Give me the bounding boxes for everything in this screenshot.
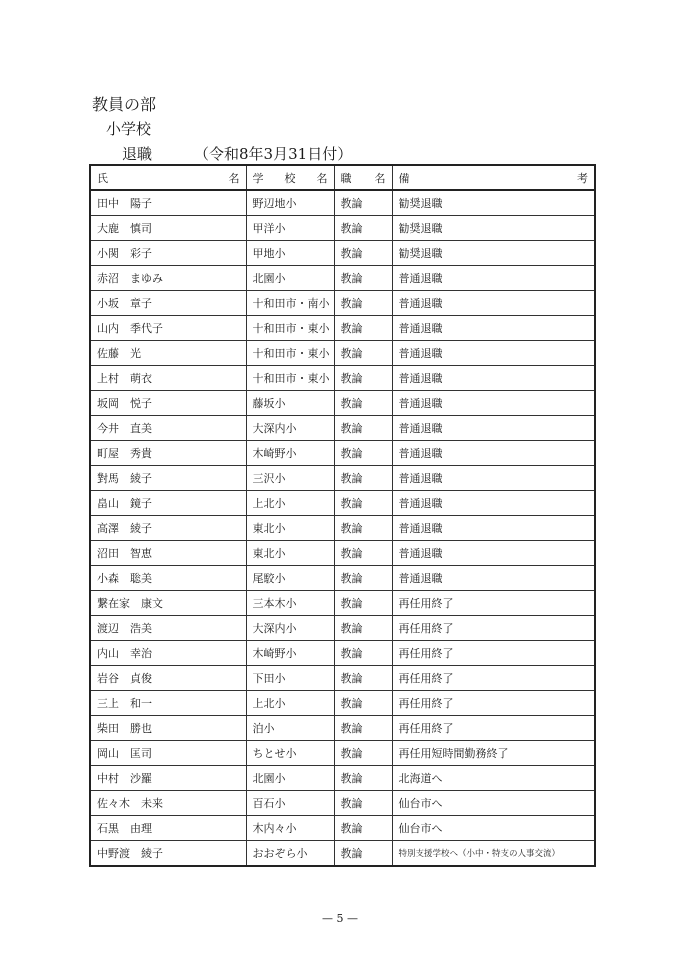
table-row: [90, 466, 595, 491]
cell-name: 赤沼 まゆみ: [90, 266, 246, 291]
cell-school: 藤坂小: [246, 391, 334, 416]
cell-remarks: 普通退職: [392, 441, 595, 466]
table-header-row: [90, 165, 595, 190]
category-heading: 小学校: [106, 120, 152, 138]
cell-school: 十和田市・南小: [246, 291, 334, 316]
cell-remarks: 普通退職: [392, 541, 595, 566]
cell-name: 小関 彩子: [90, 241, 246, 266]
cell-name: 畠山 鏡子: [90, 491, 246, 516]
cell-remarks: 普通退職: [392, 516, 595, 541]
cell-position: 教論: [334, 741, 392, 766]
cell-remarks: 再任用終了: [392, 641, 595, 666]
cell-name: 坂岡 悦子: [90, 391, 246, 416]
cell-position: 教論: [334, 566, 392, 591]
retirement-table: [89, 164, 596, 867]
cell-school: 十和田市・東小: [246, 316, 334, 341]
cell-position: 教論: [334, 441, 392, 466]
cell-school: 三本木小: [246, 591, 334, 616]
cell-position: 教論: [334, 216, 392, 241]
cell-school: 大深内小: [246, 416, 334, 441]
cell-position: 教論: [334, 466, 392, 491]
cell-school: 三沢小: [246, 466, 334, 491]
cell-name: 中村 沙羅: [90, 766, 246, 791]
cell-name: 小坂 章子: [90, 291, 246, 316]
table-row: [90, 491, 595, 516]
cell-position: 教論: [334, 366, 392, 391]
cell-school: ちとせ小: [246, 741, 334, 766]
type-label: 退職: [122, 145, 153, 163]
cell-position: 教論: [334, 641, 392, 666]
cell-remarks: 再任用終了: [392, 616, 595, 641]
table-row: [90, 216, 595, 241]
cell-remarks: 特別支援学校へ（小中・特支の人事交流）: [392, 841, 595, 867]
table-row: [90, 591, 595, 616]
cell-position: 教論: [334, 190, 392, 216]
cell-name: 石黒 由理: [90, 816, 246, 841]
cell-position: 教論: [334, 541, 392, 566]
cell-position: 教論: [334, 241, 392, 266]
table-row: [90, 366, 595, 391]
cell-name: 沼田 智恵: [90, 541, 246, 566]
cell-remarks: 普通退職: [392, 491, 595, 516]
cell-remarks: 普通退職: [392, 341, 595, 366]
cell-name: 岩谷 貞俊: [90, 666, 246, 691]
cell-position: 教論: [334, 341, 392, 366]
cell-name: 町屋 秀貴: [90, 441, 246, 466]
table-row: [90, 766, 595, 791]
table-row: [90, 266, 595, 291]
cell-remarks: 普通退職: [392, 566, 595, 591]
cell-name: 三上 和一: [90, 691, 246, 716]
cell-remarks: 勧奨退職: [392, 216, 595, 241]
cell-remarks: 北海道へ: [392, 766, 595, 791]
section-heading: 教員の部: [92, 95, 157, 114]
table-row: [90, 516, 595, 541]
table-row: [90, 341, 595, 366]
table-row: [90, 791, 595, 816]
cell-school: おおぞら小: [246, 841, 334, 867]
cell-school: 北園小: [246, 766, 334, 791]
cell-school: 十和田市・東小: [246, 366, 334, 391]
cell-school: 甲洋小: [246, 216, 334, 241]
cell-school: 上北小: [246, 491, 334, 516]
table-row: [90, 241, 595, 266]
cell-name: 今井 直美: [90, 416, 246, 441]
cell-name: 上村 萌衣: [90, 366, 246, 391]
table-row: [90, 541, 595, 566]
cell-remarks: 再任用終了: [392, 666, 595, 691]
table-row: [90, 716, 595, 741]
table-row: [90, 190, 595, 216]
cell-remarks: 勧奨退職: [392, 241, 595, 266]
cell-school: 北園小: [246, 266, 334, 291]
cell-school: 十和田市・東小: [246, 341, 334, 366]
cell-position: 教論: [334, 291, 392, 316]
cell-school: 大深内小: [246, 616, 334, 641]
effective-date: （令和8年3月31日付）: [194, 145, 353, 163]
cell-remarks: 再任用終了: [392, 591, 595, 616]
header-name: 氏 名: [90, 165, 246, 190]
cell-remarks: 再任用終了: [392, 691, 595, 716]
table-row: [90, 641, 595, 666]
cell-school: 野辺地小: [246, 190, 334, 216]
cell-name: 渡辺 浩美: [90, 616, 246, 641]
cell-position: 教論: [334, 716, 392, 741]
cell-name: 佐々木 未来: [90, 791, 246, 816]
cell-position: 教論: [334, 316, 392, 341]
cell-name: 柴田 勝也: [90, 716, 246, 741]
cell-name: 繋在家 康文: [90, 591, 246, 616]
table-row: [90, 616, 595, 641]
cell-remarks: 普通退職: [392, 266, 595, 291]
table-row: [90, 391, 595, 416]
cell-remarks: 仙台市へ: [392, 816, 595, 841]
cell-position: 教論: [334, 691, 392, 716]
table-row: [90, 566, 595, 591]
cell-remarks: 普通退職: [392, 291, 595, 316]
table-row: [90, 816, 595, 841]
cell-school: 木崎野小: [246, 441, 334, 466]
cell-name: 小森 聡美: [90, 566, 246, 591]
cell-remarks: 再任用短時間勤務終了: [392, 741, 595, 766]
cell-remarks: 普通退職: [392, 466, 595, 491]
cell-position: 教論: [334, 816, 392, 841]
cell-position: 教論: [334, 841, 392, 867]
cell-school: 下田小: [246, 666, 334, 691]
cell-name: 内山 幸治: [90, 641, 246, 666]
cell-position: 教論: [334, 391, 392, 416]
table-row: [90, 841, 595, 867]
cell-remarks: 仙台市へ: [392, 791, 595, 816]
table-row: [90, 741, 595, 766]
cell-position: 教論: [334, 591, 392, 616]
header-school: 学 校 名: [246, 165, 334, 190]
type-heading: [122, 143, 352, 164]
cell-position: 教論: [334, 266, 392, 291]
header-position: 職 名: [334, 165, 392, 190]
cell-name: 岡山 匡司: [90, 741, 246, 766]
cell-school: 木内々小: [246, 816, 334, 841]
cell-name: 大鹿 慎司: [90, 216, 246, 241]
header-remarks: 備 考: [392, 165, 595, 190]
table-row: [90, 666, 595, 691]
cell-school: 東北小: [246, 516, 334, 541]
cell-remarks: 普通退職: [392, 391, 595, 416]
cell-name: 佐藤 光: [90, 341, 246, 366]
table-row: [90, 316, 595, 341]
cell-school: 尾駮小: [246, 566, 334, 591]
cell-position: 教論: [334, 416, 392, 441]
table-row: [90, 441, 595, 466]
page-number: — 5 —: [322, 912, 358, 925]
cell-position: 教論: [334, 666, 392, 691]
cell-position: 教論: [334, 791, 392, 816]
cell-name: 對馬 綾子: [90, 466, 246, 491]
cell-name: 中野渡 綾子: [90, 841, 246, 867]
cell-school: 東北小: [246, 541, 334, 566]
cell-school: 上北小: [246, 691, 334, 716]
cell-name: 高澤 綾子: [90, 516, 246, 541]
cell-school: 甲地小: [246, 241, 334, 266]
cell-position: 教論: [334, 616, 392, 641]
table-row: [90, 291, 595, 316]
cell-remarks: 普通退職: [392, 416, 595, 441]
cell-position: 教論: [334, 491, 392, 516]
cell-name: 田中 陽子: [90, 190, 246, 216]
cell-remarks: 勧奨退職: [392, 190, 595, 216]
cell-school: 泊小: [246, 716, 334, 741]
cell-school: 木崎野小: [246, 641, 334, 666]
cell-remarks: 普通退職: [392, 366, 595, 391]
cell-school: 百石小: [246, 791, 334, 816]
cell-name: 山内 季代子: [90, 316, 246, 341]
table-row: [90, 416, 595, 441]
cell-remarks: 再任用終了: [392, 716, 595, 741]
cell-position: 教論: [334, 516, 392, 541]
table-row: [90, 691, 595, 716]
cell-position: 教論: [334, 766, 392, 791]
cell-remarks: 普通退職: [392, 316, 595, 341]
